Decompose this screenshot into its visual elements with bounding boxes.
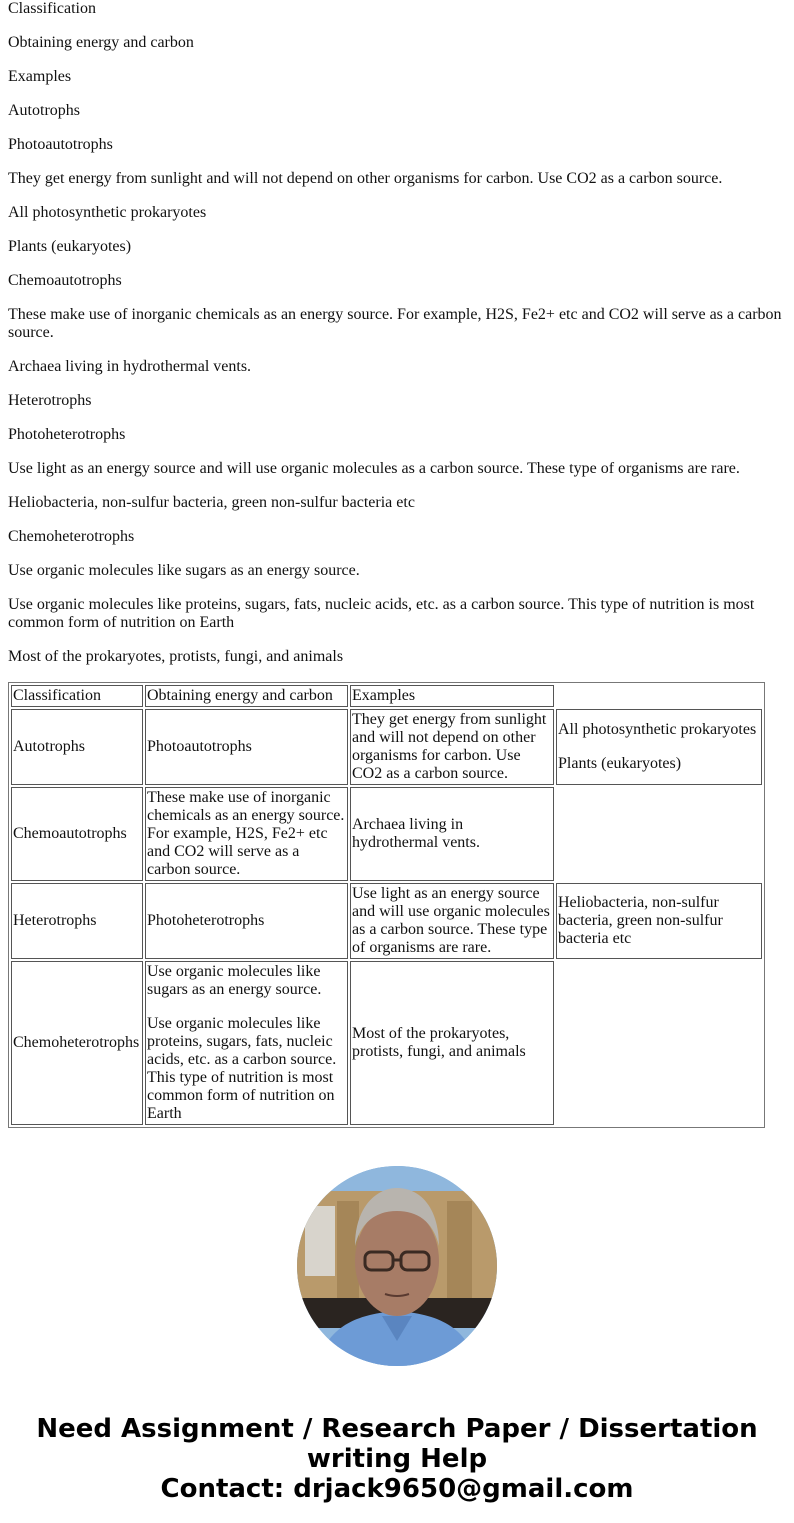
cell-classification: Autotrophs [11, 709, 143, 785]
paragraph: Obtaining energy and carbon [8, 34, 194, 51]
paragraph: Heterotrophs [8, 392, 92, 409]
paragraph: These make use of inorganic chemicals as an energy source. For example, H2S, Fe2+ etc and CO2 will serve as a carbon source. [8, 306, 782, 341]
paragraph: Use organic molecules like sugars as an energy source. [8, 562, 360, 579]
paragraph: Photoheterotrophs [8, 426, 126, 443]
paragraph: Classification [8, 0, 96, 17]
paragraph: Photoautotrophs [8, 136, 113, 153]
description-para: Use organic molecules like proteins, sugars, fats, nucleic acids, etc. as a carbon source. This type of nutrition is most common form of nutrition on Earth [147, 1015, 337, 1122]
cell-description: They get energy from sunlight and will not depend on other organisms for carbon. Use CO2 as a carbon source. [350, 709, 554, 785]
header-cell-examples: Examples [350, 685, 554, 707]
promo-line: writing Help [306, 1444, 488, 1474]
cell-examples: Most of the prokaryotes, protists, fungi, and animals [350, 961, 554, 1125]
author-avatar-container [0, 1166, 794, 1366]
cell-classification: Chemoheterotrophs [11, 961, 143, 1125]
table-row [11, 787, 762, 881]
paragraph: Plants (eukaryotes) [8, 238, 132, 255]
cell-examples: Heliobacteria, non-sulfur bacteria, green non-sulfur bacteria etc [556, 883, 762, 959]
example-item: All photosynthetic prokaryotes [558, 721, 757, 738]
paragraph: Autotrophs [8, 102, 80, 119]
paragraph: Most of the prokaryotes, protists, fungi, and animals [8, 648, 344, 665]
nutrition-table [8, 682, 765, 1128]
paragraph: Examples [8, 68, 72, 85]
cell-classification: Chemoautotrophs [11, 787, 143, 881]
paragraph: Chemoheterotrophs [8, 528, 135, 545]
cell-examples [556, 709, 762, 785]
table-row [11, 709, 762, 785]
cell-description: These make use of inorganic chemicals as an energy source. For example, H2S, Fe2+ etc and CO2 will serve as a carbon source. [145, 787, 348, 881]
promo-banner [0, 1414, 794, 1504]
cell-description: Use light as an energy source and will use organic molecules as a carbon source. These type of organisms are rare. [350, 883, 554, 959]
paragraph: All photosynthetic prokaryotes [8, 204, 207, 221]
paragraph: Use organic molecules like proteins, sugars, fats, nucleic acids, etc. as a carbon source. This type of nutrition is most common form of nutrition on Earth [8, 596, 755, 631]
example-item: Plants (eukaryotes) [558, 755, 682, 772]
header-cell-obtaining: Obtaining energy and carbon [145, 685, 348, 707]
table-row [11, 961, 762, 1125]
paragraph: Archaea living in hydrothermal vents. [8, 358, 252, 375]
promo-contact: Contact: drjack9650@gmail.com [160, 1474, 634, 1504]
cell-obtaining: Photoautotrophs [145, 709, 348, 785]
paragraph: Heliobacteria, non-sulfur bacteria, green non-sulfur bacteria etc [8, 494, 415, 511]
cell-classification: Heterotrophs [11, 883, 143, 959]
table-row [11, 883, 762, 959]
header-cell-classification: Classification [11, 685, 143, 707]
paragraph: They get energy from sunlight and will not depend on other organisms for carbon. Use CO2 as a carbon source. [8, 170, 723, 187]
cell-examples: Archaea living in hydrothermal vents. [350, 787, 554, 881]
description-para: Use organic molecules like sugars as an energy source. [147, 963, 322, 998]
paragraph: Chemoautotrophs [8, 272, 122, 289]
cell-obtaining: Photoheterotrophs [145, 883, 348, 959]
promo-line: Need Assignment / Research Paper / Dissertation [36, 1414, 758, 1444]
person-photo-icon [297, 1166, 497, 1366]
avatar-illustration [297, 1166, 497, 1366]
cell-description [145, 961, 348, 1125]
table-header-row [11, 685, 762, 707]
paragraph: Use light as an energy source and will use organic molecules as a carbon source. These type of organisms are rare. [8, 460, 740, 477]
